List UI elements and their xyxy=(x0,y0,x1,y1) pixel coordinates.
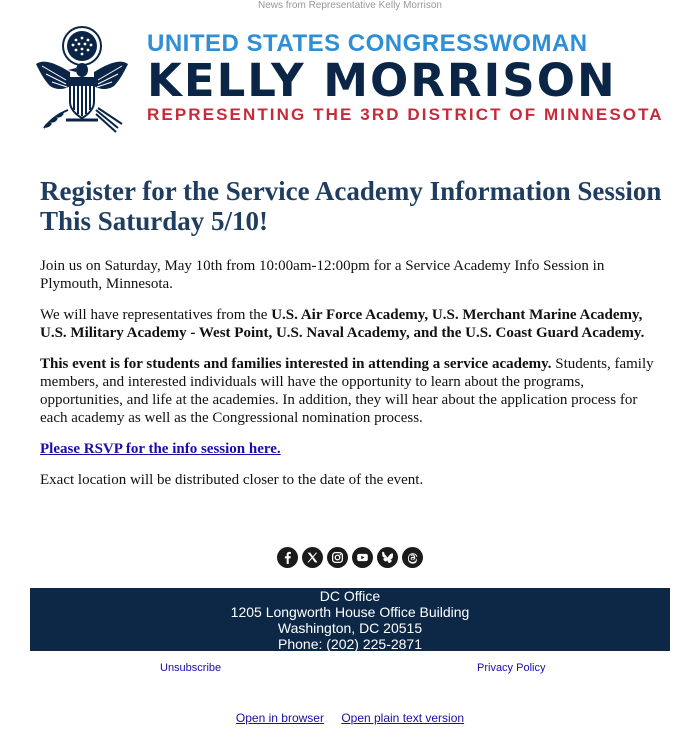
threads-icon[interactable] xyxy=(402,547,423,568)
audience-lead: This event is for students and families interested in attending a service academy. xyxy=(40,356,552,372)
audience-text: Students, family members, and interested individuals will have the opportunity to learn about the programs, opportunities, and life at the academies. In addition, they will hear about the application process for each academy as well as the Congressional nomination process. xyxy=(40,356,654,426)
view-options-row xyxy=(0,711,700,725)
bluesky-icon[interactable] xyxy=(377,547,398,568)
x-icon[interactable] xyxy=(302,547,323,568)
rsvp-link[interactable]: Please RSVP for the info session here. xyxy=(40,441,281,457)
article-body xyxy=(40,176,662,489)
office-name: DC Office xyxy=(319,588,381,604)
wordmark-title: UNITED STATES CONGRESSWOMAN xyxy=(147,30,588,57)
social-icons-row xyxy=(0,547,700,568)
wordmark-district: REPRESENTING THE 3RD DISTRICT OF MINNESOTA xyxy=(147,105,664,124)
office-phone: Phone: (202) 225-2871 xyxy=(278,636,422,652)
event-details-paragraph: Join us on Saturday, May 10th from 10:00am-12:00pm for a Service Academy Info Session in Plymouth, Minnesota. xyxy=(40,258,605,292)
preheader-text: News from Representative Kelly Morrison xyxy=(258,0,442,11)
location-note: Exact location will be distributed closer to the date of the event. xyxy=(40,472,424,488)
academies-paragraph xyxy=(40,306,662,342)
office-address-line2: Washington, DC 20515 xyxy=(277,620,423,636)
unsubscribe-link[interactable]: Unsubscribe xyxy=(160,662,222,674)
great-seal-eagle-icon xyxy=(32,24,132,136)
open-in-browser-link[interactable]: Open in browser xyxy=(235,711,324,725)
facebook-icon[interactable] xyxy=(277,547,298,568)
wordmark xyxy=(147,30,677,126)
academies-list: U.S. Air Force Academy, U.S. Merchant Marine Academy, U.S. Military Academy - West Point, U.S. Naval Academy, and the U.S. Coast Guard Academy. xyxy=(40,307,645,341)
instagram-icon[interactable] xyxy=(327,547,348,568)
footer-office-block xyxy=(30,588,670,651)
youtube-icon[interactable] xyxy=(352,547,373,568)
academies-intro: We will have representatives from the xyxy=(40,307,272,323)
privacy-policy-link[interactable]: Privacy Policy xyxy=(477,662,546,674)
audience-paragraph xyxy=(40,355,662,427)
office-address-line1: 1205 Longworth House Office Building xyxy=(230,604,470,620)
wordmark-name: KELLY MORRISON xyxy=(147,54,617,107)
rsvp-paragraph xyxy=(40,440,662,458)
plain-text-link[interactable]: Open plain text version xyxy=(341,711,465,725)
article-title: Register for the Service Academy Information Session This Saturday 5/10! xyxy=(40,176,662,236)
email-header-banner xyxy=(30,22,670,152)
